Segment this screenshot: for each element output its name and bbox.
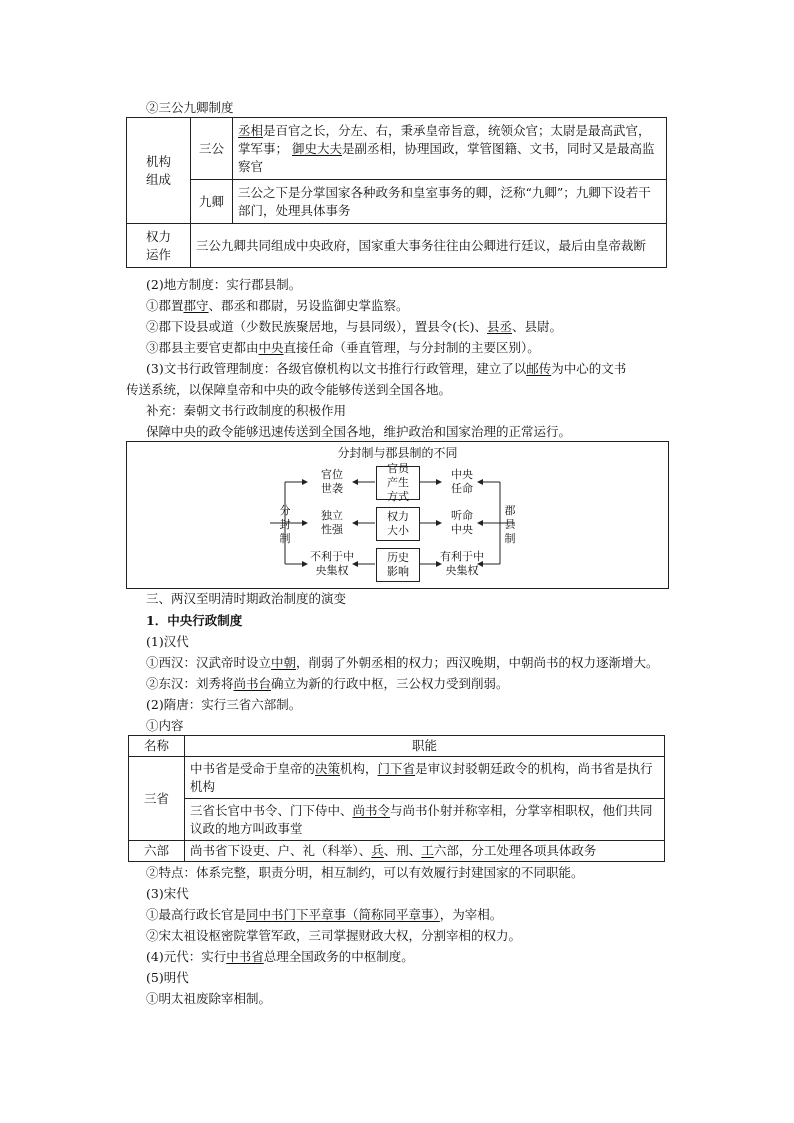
diagram-title: 分封制与郡县制的不同 [337,446,458,460]
yuan-line: (4)元代：实行中书省总理全国政务的中枢制度。 [146,949,414,964]
central-admin-title: 1．中央行政制度 [146,613,243,628]
right-item-2: 听命中央 [451,509,473,536]
text-run: 是百官之长，分左、右，秉承皇帝旨意，统领众官；太尉是最高武官，掌军事； [238,122,651,156]
document-system-cont: 传送系统，以保障皇帝和中央的政令能够传送到全国各地。 [126,382,452,397]
comparison-diagram [126,441,669,589]
text-run: 是副丞相，协理国政，掌管图籍、文书，同时又是最高监察官 [238,140,655,174]
text-run: 与尚书仆射并称宰相，分掌宰相职权，他们共同议政的地方叫政事堂 [190,802,653,836]
power-label: 权力运作 [127,224,191,268]
right-item-1: 中央任命 [451,468,473,495]
text-run: 门下省 [377,760,416,776]
power-desc: 三公九卿共同组成中央政府，国家重大事务往往由公卿进行廷议，最后由皇帝裁断 [191,224,667,268]
center-box-2: 权力大小 [376,507,420,541]
sansheng-row-1 [185,757,665,799]
jiuqing-label: 九卿 [191,180,233,224]
local-line-3: ③郡县主要官吏都由中央直接任命（垂直管理，与分封制的主要区别）。 [146,340,540,355]
sansheng-row-2 [185,799,665,841]
sansheng-liubu-table [128,735,665,862]
local-line-1: ①郡置郡守、郡丞和郡尉，另设监御史掌监察。 [146,298,409,313]
center-box-3: 历史影响 [376,548,420,582]
sangong-jiuqing-table [126,117,667,268]
section-3-title: 三、两汉至明清时期政治制度的演变 [146,591,347,606]
text-run: 三省长官中书令、门下侍中、 [190,802,353,818]
ming-heading: (5)明代 [146,970,189,985]
left-item-3: 不利于中央集权 [310,550,354,577]
center-box-1: 官员产生方式 [376,466,420,500]
text-run: 机构， [340,760,378,776]
western-han: ①西汉：汉武帝时设立中朝，削弱了外朝丞相的权力；西汉晚期，中朝尚书的权力逐渐增大。 [146,655,659,670]
supplement-title: 补充：秦朝文书行政制度的积极作用 [146,403,347,418]
right-item-3: 有利于中央集权 [440,550,484,577]
song-line-2: ②宋太祖设枢密院掌管军政，三司掌握财政大权，分割宰相的权力。 [146,928,522,943]
local-system: (2)地方制度：实行郡县制。 [146,277,302,292]
header-function: 职能 [185,736,665,757]
heading-sangong-jiuqing: ②三公九卿制度 [146,100,234,115]
text-run: 丞相 [238,122,264,138]
text-run: 工 [421,843,434,858]
text-run: 是审议封驳朝廷政令的机构，尚书省是执行机构 [190,760,653,794]
local-line-2: ②郡下设县或道（少数民族聚居地，与县同级），置县令(长)、县丞、县尉。 [146,319,563,334]
text-run: 尚书省下设吏、户、礼（科举）、 [190,843,372,858]
junxian-label: 郡县制 [504,504,516,545]
left-item-1: 官位世袭 [321,468,343,495]
suitang-heading: (2)隋唐：实行三省六部制。 [146,697,302,712]
text-run: 决策 [315,760,341,776]
liubu-row [185,841,665,862]
document-system: (3)文书行政管理制度：各级官僚机构以文书推行行政管理，建立了以邮传为中心的文书 [146,361,627,376]
text-run: 尚书令 [352,802,391,818]
sangong-desc [233,118,667,180]
song-heading: (3)宋代 [146,886,189,901]
text-run: 、刑、 [383,843,422,858]
trait-line: ②特点：体系完整，职责分明，相互制约，可以有效履行封建国家的不同职能。 [146,865,584,880]
supplement-text: 保障中央的政令能够迅速传送到全国各地，维护政治和国家治理的正常运行。 [146,424,572,439]
sansheng-label: 三省 [129,757,185,841]
liubu-label: 六部 [129,841,185,862]
group-label: 机构组成 [127,118,191,224]
song-line-1: ①最高行政长官是同中书门下平章事（简称同平章事），为宰相。 [146,907,503,922]
content-heading: ①内容 [146,718,184,733]
text-run: 兵 [371,843,384,858]
text-run: 中书省是受命于皇帝的 [190,760,316,776]
text-run: 六部，分工处理各项具体政务 [433,843,597,858]
left-item-2: 独立性强 [321,509,343,536]
ming-line-1: ①明太祖废除宰相制。 [146,991,272,1006]
fenfeng-label: 分封制 [279,504,291,545]
sangong-label: 三公 [191,118,233,180]
eastern-han: ②东汉：刘秀将尚书台确立为新的行政中枢，三公权力受到削弱。 [146,676,509,691]
text-run: 御史大夫 [291,140,342,156]
jiuqing-desc: 三公之下是分掌国家各种政务和皇室事务的卿，泛称“九卿”；九卿下设若干部门，处理具体事务 [233,180,667,224]
han-heading: (1)汉代 [146,634,189,649]
header-name: 名称 [129,736,185,757]
